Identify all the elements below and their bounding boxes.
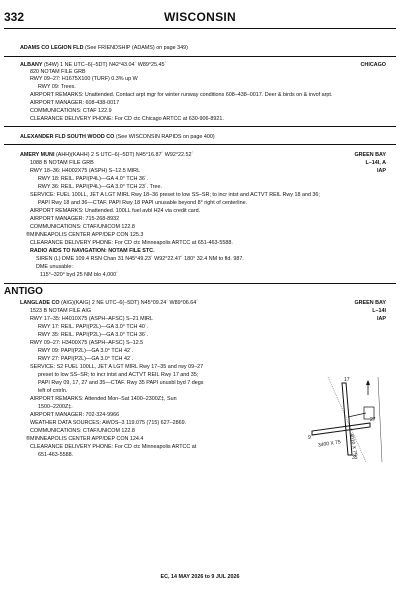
amery-radio-aids: RADIO AIDS TO NAVIGATION: NOTAM FILE STC.: [30, 248, 155, 254]
antigo-rwy27: RWY 27: PAPI(P2L)—GA 3.0° TCH 42´.: [38, 356, 134, 362]
amery-chart-l14: L–14I, A: [365, 160, 386, 166]
diagram-runway-short-dims: 3400 X 75: [317, 439, 342, 449]
divider: [4, 144, 396, 145]
amery-dme-1: DME unusable:: [36, 264, 73, 270]
alexander-see: (See WISCONSIN RAPIDS on page 400): [115, 134, 215, 140]
north-arrow-head-icon: [366, 380, 370, 385]
antigo-rwy17: RWY 17: REIL. PAPI(P2L)—GA 3.0° TCH 40´.: [38, 324, 149, 330]
albany-comm: COMMUNICATIONS: CTAF 122.9: [30, 108, 112, 114]
antigo-elev: 1523 B NOTAM FILE AIG: [30, 308, 92, 314]
airport-diagram: [308, 377, 390, 462]
effective-dates: EC, 14 MAY 2026 to 9 JUL 2026: [160, 574, 240, 580]
adams-title: ADAMS CO LEGION FLD: [20, 45, 84, 51]
antigo-rwy09: RWY 09: PAPI(P2L)—GA 3.0° TCH 42´.: [38, 348, 134, 354]
amery-clearance: CLEARANCE DELIVERY PHONE: For CD ctc Minneapolis ARTCC at 651-463-5588.: [30, 240, 233, 246]
amery-siren: SIREN (L) DME 109.4 RSN Chan 31 N45°49.23´ W92°22.47´ 180° 32.4 NM to fld. 987.: [36, 256, 244, 262]
page-number: 332: [4, 10, 25, 24]
antigo-service-4: left of cntrln.: [38, 388, 68, 394]
amery-region: GREEN BAY: [354, 152, 386, 158]
antigo-chart-l14: L–14I: [372, 308, 386, 314]
albany-remarks: AIRPORT REMARKS: Unattended. Contact arpt mgr for winter runway conditions 608–438–0017. Deer & birds on & invof arpt.: [30, 92, 333, 98]
antigo-rwy35: RWY 35: REIL. PAPI(P2L)—GA 3.0° TCH 36´.: [38, 332, 149, 338]
albany-runway: RWY 09–27: H1675X100 (TURF) 0.3% up W: [30, 76, 138, 82]
amery-service-1: SERVICE: FUEL 100LL, JET A LGT MIRL Rwy 18–36 preset to low SS–SR; to incr intst and ACTVT REIL Rwy 18 and 36;: [30, 192, 320, 198]
antigo-remarks-2: 1500–2200Z‡.: [38, 404, 73, 410]
antigo-region: GREEN BAY: [354, 300, 386, 306]
albany-id-line: (54W) 1 NE UTC–6(–5DT) N42°43.04´ W89°25.45´: [43, 62, 167, 68]
antigo-id: [20, 300, 198, 307]
antigo-manager: AIRPORT MANAGER: 702-324-9966: [30, 412, 120, 418]
amery-name: AMERY MUNI: [20, 152, 55, 158]
amery-id: [20, 152, 193, 159]
albany-name: ALBANY: [20, 62, 43, 68]
antigo-clearance-2: 651-463-5588.: [38, 452, 74, 458]
taxiway: [348, 413, 366, 417]
adams-entry: [20, 45, 188, 52]
diagram-label-27: 27: [370, 417, 376, 423]
amery-rwy36: RWY 36: REIL. PAPI(P4L)—GA 3.0° TCH 23´. Tree.: [38, 184, 162, 190]
antigo-comm: COMMUNICATIONS: CTAF/UNICOM 122.8: [30, 428, 135, 434]
diagram-label-35: 35: [352, 455, 358, 461]
antigo-service-2: preset to low SS–SR; to incr intst and ACTVT REIL Rwy 17 and 35;: [38, 372, 199, 378]
amery-approach: ®MINNEAPOLIS CENTER APP/DEP CON 125.3: [26, 232, 144, 238]
amery-rwy18: RWY 18: REIL. PAPI(P4L)—GA 4.0° TCH 36´.: [38, 176, 149, 182]
airport-diagram-drawing: [308, 377, 390, 462]
divider: [4, 28, 396, 29]
divider: [4, 283, 396, 284]
amery-manager: AIRPORT MANAGER: 715-268-8932: [30, 216, 120, 222]
antigo-service-3: PAPI Rwy 09, 17, 27 and 35—CTAF. Rwy 35 PAPI unusbl byd 7 degs: [38, 380, 204, 386]
divider: [4, 56, 396, 57]
amery-remarks: AIRPORT REMARKS: Unattended. 100LL fuel avbl H24 via credit card.: [30, 208, 201, 214]
antigo-remarks-1: AIRPORT REMARKS: Attended Mon–Sat 1400–2300Z‡, Sun: [30, 396, 177, 402]
albany-id: [20, 62, 166, 69]
antigo-name: LANGLADE CO: [20, 300, 60, 306]
amery-elev: 1088 B NOTAM FILE GRB: [30, 160, 94, 166]
city-title: ANTIGO: [4, 286, 43, 297]
antigo-rwy-17-35: RWY 17–35: H4010X75 (ASPH–AFSC) S–21 MIRL: [30, 316, 153, 322]
adams-see: (See FRIENDSHIP (ADAMS) on page 349): [85, 45, 188, 51]
antigo-clearance-1: CLEARANCE DELIVERY PHONE: For CD ctc Minneapolis ARTCC at: [30, 444, 197, 450]
amery-id-line: (AHH)(KAHH) 2 S UTC–6(–5DT) N45°16.87´ W92°22.52´: [55, 152, 194, 158]
state-title: WISCONSIN: [163, 10, 237, 24]
antigo-weather: WEATHER DATA SOURCES: AWOS–3 119.075 (715) 627–2869.: [30, 420, 187, 426]
page-header: [0, 0, 400, 28]
amery-runway: RWY 18–36: H4002X75 (ASPH) S–12.5 MIRL: [30, 168, 141, 174]
alexander-title: ALEXANDER FLD SOUTH WOOD CO: [20, 134, 115, 140]
albany-manager: AIRPORT MANAGER: 608-438-0017: [30, 100, 120, 106]
amery-dme-2: 115°–320° byd 25 NM blo 4,000´: [40, 272, 118, 278]
albany-rwy09: RWY 09: Trees.: [38, 84, 76, 90]
antigo-service-1: SERVICE: S2 FUEL 100LL, JET A LGT MIRL Rwy 17–35 and rwy 09–27: [30, 364, 204, 370]
antigo-rwy-09-27: RWY 09–27: H3400X75 (ASPH–AFSC) S–12.5: [30, 340, 144, 346]
antigo-id-line: (AIG)(KAIG) 2 NE UTC–6(–5DT) N45°09.24´ W89°06.64´: [61, 300, 199, 306]
diagram-label-9: 9: [308, 435, 311, 441]
divider: [4, 126, 396, 127]
diagram-runway-long-dims: 4010 X 75: [348, 433, 358, 457]
amery-chart-iap: IAP: [377, 168, 386, 174]
antigo-approach: ®MINNEAPOLIS CENTER APP/DEP CON 124.4: [26, 436, 144, 442]
antigo-chart-iap: IAP: [377, 316, 386, 322]
albany-clearance: CLEARANCE DELIVERY PHONE: For CD ctc Chicago ARTCC at 630-906-8921.: [30, 116, 224, 122]
diagram-label-17: 17: [344, 377, 350, 383]
albany-elev: 820 NOTAM FILE GRB: [30, 69, 86, 75]
alexander-entry: [20, 134, 215, 141]
amery-comm: COMMUNICATIONS: CTAF/UNICOM 122.8: [30, 224, 135, 230]
amery-service-2: PAPI Rwy 18 and 36—CTAF. PAPI Rwy 18 PAPI unusable beyond 8° right of centerline.: [38, 200, 248, 206]
runway-09-27: [312, 423, 370, 435]
road: [378, 377, 382, 462]
albany-region: CHICAGO: [360, 62, 386, 68]
